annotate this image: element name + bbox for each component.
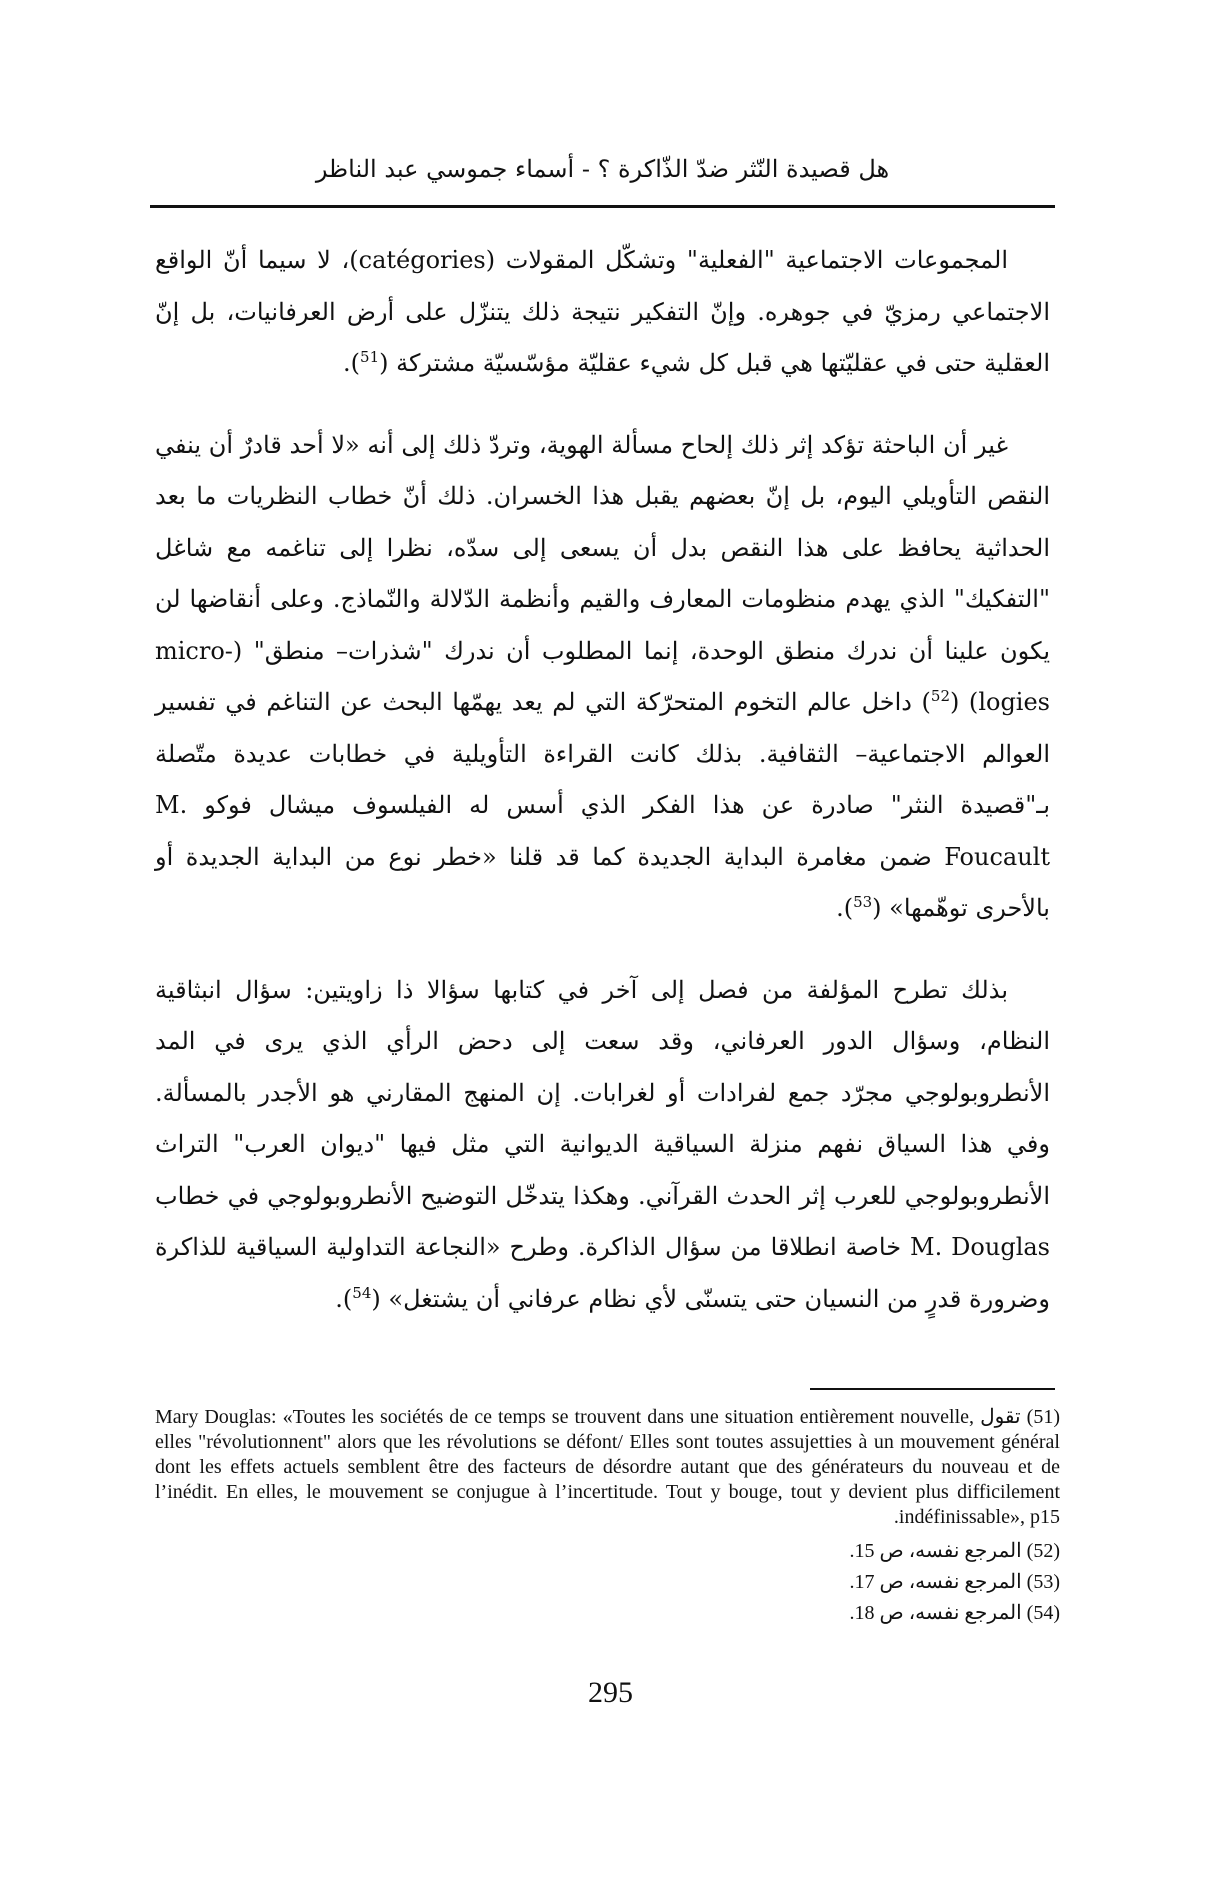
paragraph-1-text: المجموعات الاجتماعية "الفعلية" وتشكّل المقولات (catégories)، لا سيما أنّ الواقع الاجتماعي رمزيّ في جوهره. وإنّ التفكير نتيجة ذلك يتنزّل على أرض العرفانيات، بل إنّ العقلية حتى في عقليّتها هي قبل كل شيء عقليّة مؤسّسيّة مشتركة ( <box>155 246 1050 377</box>
footnotes <box>155 1405 1060 1629</box>
footnote-52: (52) المرجع نفسه، ص 15. <box>849 1540 1060 1562</box>
page-number: 295 <box>588 1676 633 1709</box>
paragraph-2-middle: ) داخل عالم التخوم المتحرّكة التي لم يعد يهمّها البحث عن التناغم في تفسير العوالم الاجتماعية– الثقافية. بذلك كانت القراءة التأويلية في خطابات عديدة متّصلة بـ"قصيدة النثر" صادرة عن هذا الفكر الذي أسس له الفيلسوف ميشال فوكو M. Foucault ضمن مغامرة البداية الجديدة كما قد قلنا «خطر نوع من البداية الجديدة أو بالأحرى توهّمها» ( <box>155 688 1050 922</box>
footnote-ref-51[interactable]: 51 <box>360 348 380 366</box>
footnote-ref-53[interactable]: 53 <box>853 893 873 911</box>
paragraph-1 <box>155 235 1050 390</box>
paragraph-3 <box>155 965 1050 1326</box>
paragraph-1-tail: ). <box>343 349 361 377</box>
footnote-rule <box>810 1388 1055 1390</box>
paragraph-2-text: غير أن الباحثة تؤكد إثر ذلك إلحاح مسألة الهوية، وتردّ ذلك إلى أنه «لا أحد قادرٌ أن ينفي النقص التأويلي اليوم، بل إنّ بعضهم يقبل هذا الخسران. ذلك أنّ خطاب النظريات ما بعد الحداثية يحافظ على هذا النقص بدل أن يسعى إلى سدّه، نظرا إلى تناغمه مع شاغل "التفكيك" الذي يهدم منظومات المعارف والقيم وأنظمة الدّلالة والنّماذج. وعلى أنقاضها لن يكون علينا أن ندرك منطق الوحدة، إنما المطلوب أن ندرك "شذرات– منطق" (micro-logies) ( <box>155 430 1050 716</box>
header-rule <box>150 205 1055 208</box>
footnote-ref-54[interactable]: 54 <box>352 1283 372 1302</box>
paragraph-2-tail: ). <box>836 894 854 922</box>
footnote-ref-52[interactable]: 52 <box>930 687 950 705</box>
paragraph-2 <box>155 420 1050 935</box>
footnote-54: (54) المرجع نفسه، ص 18. <box>849 1602 1060 1624</box>
paragraph-3-tail: ). <box>335 1284 353 1313</box>
footnote-53: (53) المرجع نفسه، ص 17. <box>849 1571 1060 1593</box>
running-head: هل قصيدة النّثر ضدّ الذّاكرة ؟ - أسماء جموسي عبد الناظر <box>315 155 890 183</box>
footnote-51: (51) تقول Mary Douglas: «Toutes les sociétés de ce temps se trouvent dans une situation entièrement nouvelle, elles "révolutionnent" alors que les révolutions se défont/ Elles sont toutes assujetties à un mouvement général dont les effets actuels semblent être des facteurs de désordre autant que des générateurs du nouveau et de l’inédit. En elles, le mouvement se conjugue à l’incertitude. Tout y bouge, tout y devient plus difficilement indéfinissable», p15. <box>155 1406 1060 1528</box>
paragraph-3-text: بذلك تطرح المؤلفة من فصل إلى آخر في كتابها سؤالا ذا زاويتين: سؤال انبثاقية النظام، وسؤال الدور العرفاني، وقد سعت إلى دحض الرأي الذي يرى في المد الأنطروبولوجي مجرّد جمع لفرادات أو لغرابات. إن المنهج المقارني هو الأجدر بالمسألة. وفي هذا السياق نفهم منزلة السياقية الديوانية التي مثل فيها "ديوان العرب" التراث الأنطروبولوجي للعرب إثر الحدث القرآني. وهكذا يتدخّل التوضيح الأنطروبولوجي في خطاب M. Douglas خاصة انطلاقا من سؤال الذاكرة. وطرح «النجاعة التداولية السياقية للذاكرة وضرورة قدرٍ من النسيان حتى يتسنّى لأي نظام عرفاني أن يشتغل» ( <box>155 975 1050 1313</box>
body-text <box>155 235 1050 1355</box>
